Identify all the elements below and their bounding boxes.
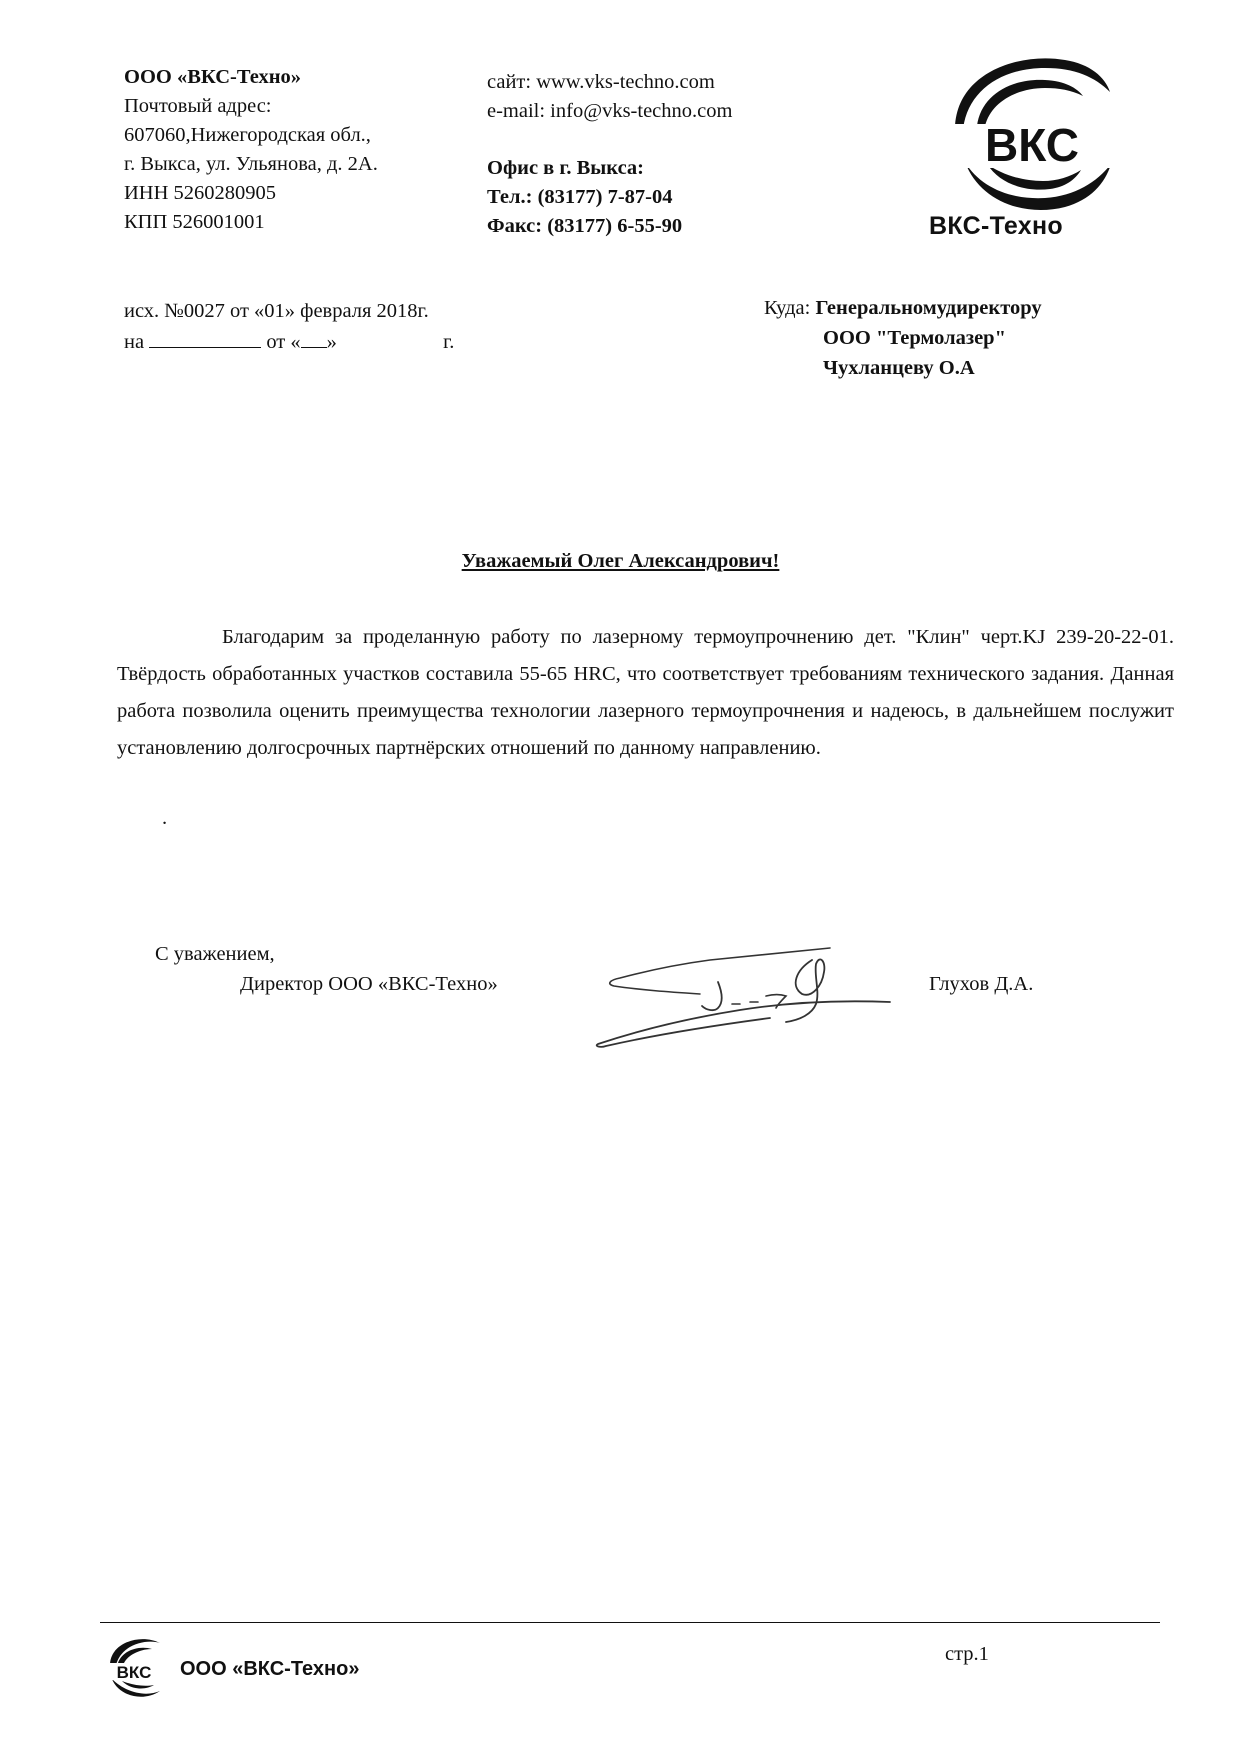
sender-line: г. Выкса, ул. Ульянова, д. 2А. [124, 153, 378, 175]
logo-caption: ВКС-Техно [929, 212, 1063, 240]
company-logo [925, 52, 1135, 242]
signer-position: Директор ООО «ВКС-Техно» [240, 973, 498, 995]
footer-company: ООО «ВКС-Техно» [180, 1658, 360, 1680]
on-close: » [326, 331, 337, 353]
reference-block [124, 296, 454, 358]
footer-divider [100, 1622, 1160, 1623]
signature-icon [590, 940, 900, 1052]
on-year: г. [443, 331, 455, 353]
sender-line: 607060,Нижегородская обл., [124, 124, 371, 146]
phone: Тел.: (83177) 7-87-04 [487, 186, 673, 208]
closing-regards: С уважением, [155, 943, 275, 965]
handwritten-signature [590, 940, 900, 1052]
footer-logo [100, 1633, 170, 1703]
incoming-reference [124, 327, 454, 358]
signer-name: Глухов Д.А. [929, 973, 1034, 995]
svg-text:ВКС: ВКС [985, 119, 1079, 171]
outgoing-number: исх. №0027 от «01» февраля 2018г. [124, 300, 429, 322]
letter-body [117, 619, 1174, 767]
logo-emblem-icon [925, 52, 1135, 217]
blank-day [301, 329, 327, 348]
stray-dot: . [162, 807, 168, 829]
sender-company: ООО «ВКС-Техно» [124, 66, 302, 88]
sender-line: Почтовый адрес: [124, 95, 272, 117]
website: сайт: www.vks-techno.com [487, 71, 715, 93]
addressee-company: ООО "Термолазер" [823, 327, 1006, 349]
office-title: Офис в г. Выкса: [487, 157, 645, 179]
page-number: стр.1 [945, 1643, 989, 1665]
sender-line: ИНН 5260280905 [124, 182, 277, 204]
addressee-block [764, 293, 1042, 383]
fax: Факс: (83177) 6-55-90 [487, 215, 683, 237]
on-from: от « [266, 331, 301, 353]
footer-logo-icon [100, 1633, 170, 1703]
body-paragraph: Благодарим за проделанную работу по лазерному термоупрочнению дет. "Клин" черт.KJ 239-20-22-01. Твёрдость обработанных участков составила 55-65 HRC, что соответствует требованиям технического задания. Данная работа позволила оценить преимущества технологии лазерного термоупрочнения и надеюсь, в дальнейшем послужит установлению долгосрочных партнёрских отношений по данному направлению. [117, 626, 1174, 759]
svg-text:ВКС: ВКС [116, 1663, 152, 1682]
sender-block [124, 63, 378, 237]
on-prefix: на [124, 331, 145, 353]
contacts-block [487, 68, 732, 241]
addressee-prefix: Куда: [764, 297, 811, 319]
salutation: Уважаемый Олег Александрович! [461, 550, 780, 572]
email: e-mail: info@vks-techno.com [487, 100, 733, 122]
addressee-title: Генеральномудиректору [815, 297, 1042, 319]
blank-number [149, 329, 261, 348]
addressee-name: Чухланцеву О.А [823, 357, 975, 379]
sender-line: КПП 526001001 [124, 211, 265, 233]
